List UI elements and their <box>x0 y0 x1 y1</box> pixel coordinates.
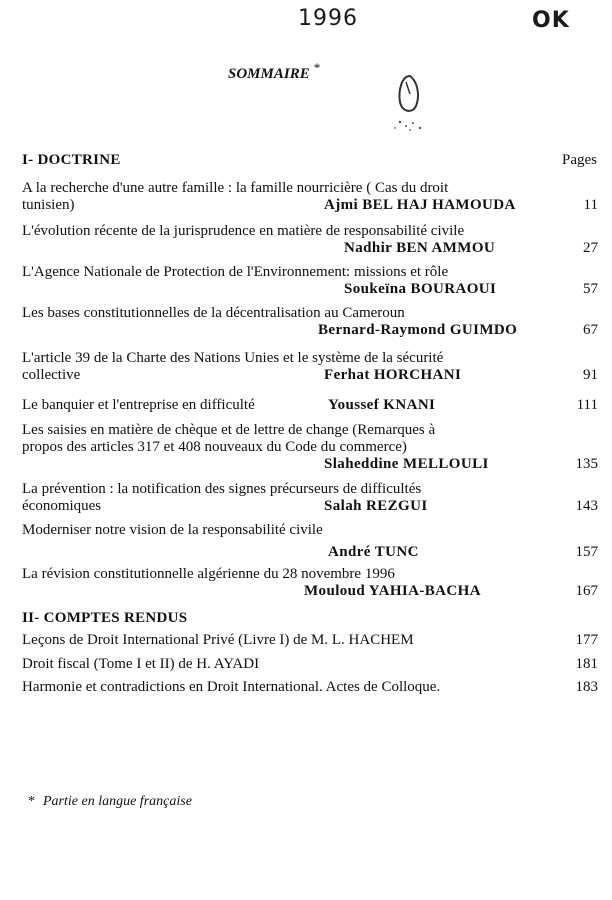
entry-title-line: Harmonie et contradictions en Droit International. Actes de Colloque. <box>22 679 441 695</box>
entry-title-line: Les saisies en matière de chèque et de lettre de change (Remarques à <box>22 422 436 438</box>
handwritten-ok: OK <box>532 8 570 33</box>
entry-page: 11 <box>583 197 598 213</box>
entry-author: Bernard-Raymond GUIMDO <box>318 322 518 338</box>
toc-entry <box>22 656 598 673</box>
entry-page: 135 <box>575 456 598 472</box>
toc-entry <box>22 632 598 649</box>
library-stamp-mark <box>380 68 440 138</box>
toc-entry <box>22 180 598 214</box>
entry-title-line: Leçons de Droit International Privé (Livre I) de M. L. HACHEM <box>22 632 414 648</box>
toc-entry <box>22 481 598 515</box>
toc-entry <box>22 679 598 696</box>
title-footnote-mark: * <box>313 60 321 75</box>
pages-column-label: Pages <box>562 152 597 168</box>
entry-page: 177 <box>575 632 598 648</box>
toc-entry <box>22 397 598 414</box>
entry-author: Nadhir BEN AMMOU <box>344 240 496 256</box>
entry-author: Salah REZGUI <box>324 498 428 514</box>
toc-entry <box>22 350 598 384</box>
entry-page: 57 <box>583 281 598 297</box>
entry-title-line: A la recherche d'une autre famille : la famille nourricière ( Cas du droit <box>22 180 449 196</box>
entry-title-line: économiques <box>22 498 102 514</box>
entry-page: 111 <box>576 397 598 413</box>
page-title <box>228 60 320 83</box>
entry-author: Ajmi BEL HAJ HAMOUDA <box>324 197 516 213</box>
entry-title-line: Le banquier et l'entreprise en difficulté <box>22 397 255 413</box>
section-heading-comptes-rendus: II- COMPTES RENDUS <box>22 610 188 626</box>
entry-title-line: L'Agence Nationale de Protection de l'Environnement: missions et rôle <box>22 264 449 280</box>
entry-author: André TUNC <box>328 544 419 560</box>
entry-author: Mouloud YAHIA-BACHA <box>304 583 481 599</box>
toc-entry <box>22 305 598 339</box>
entry-page: 67 <box>583 322 598 338</box>
entry-page: 167 <box>575 583 598 599</box>
toc-entry <box>22 223 598 257</box>
entry-page: 91 <box>583 367 598 383</box>
toc-entry <box>22 264 598 298</box>
entry-author: Slaheddine MELLOULI <box>324 456 489 472</box>
toc-entry <box>22 422 598 473</box>
toc-entry <box>22 566 598 600</box>
entry-title-line: La prévention : la notification des signes précurseurs de difficultés <box>22 481 422 497</box>
entry-title-line: La révision constitutionnelle algérienne du 28 novembre 1996 <box>22 566 395 582</box>
entry-title-line: Droit fiscal (Tome I et II) de H. AYADI <box>22 656 260 672</box>
entry-page: 143 <box>575 498 598 514</box>
footnote-mark: * <box>28 794 35 809</box>
entry-title-line: Les bases constitutionnelles de la décentralisation au Cameroun <box>22 305 405 321</box>
entry-title-line: L'évolution récente de la jurisprudence en matière de responsabilité civile <box>22 223 465 239</box>
footnote-text: Partie en langue française <box>43 794 192 809</box>
entry-page: 157 <box>575 544 598 560</box>
footnote <box>28 794 192 810</box>
section-heading-doctrine: I- DOCTRINE <box>22 152 121 168</box>
entry-author: Ferhat HORCHANI <box>324 367 462 383</box>
entry-page: 181 <box>575 656 598 672</box>
title-text: SOMMAIRE <box>228 66 310 82</box>
entry-title-line: propos des articles 317 et 408 nouveaux du Code du commerce) <box>22 439 407 455</box>
entry-title-line: collective <box>22 367 81 383</box>
handwritten-year: 1996 <box>298 6 358 31</box>
entry-page: 183 <box>575 679 598 695</box>
entry-page: 27 <box>583 240 598 256</box>
entry-title-line: L'article 39 de la Charte des Nations Unies et le système de la sécurité <box>22 350 444 366</box>
entry-author: Soukeïna BOURAOUI <box>344 281 497 297</box>
entry-author: Youssef KNANI <box>328 397 436 413</box>
toc-entry <box>22 522 598 561</box>
entry-title-line: Moderniser notre vision de la responsabilité civile <box>22 522 323 538</box>
entry-title-line: tunisien) <box>22 197 75 213</box>
